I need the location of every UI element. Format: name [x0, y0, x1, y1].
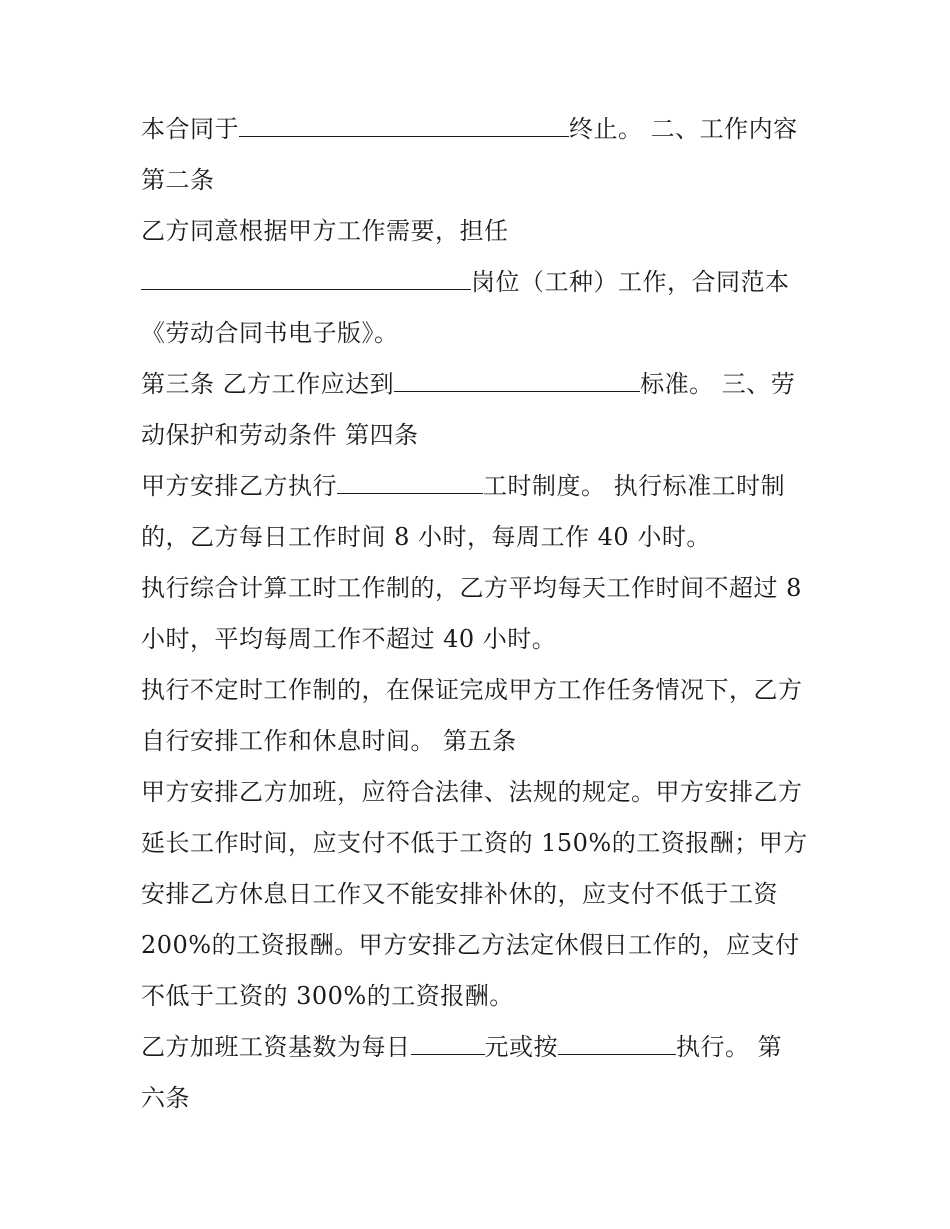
text-line-comprehensive-hours [141, 568, 802, 608]
text-line-section-3 [141, 415, 419, 455]
fill-blank-position[interactable] [141, 267, 471, 290]
line-text: 不低于工资的 300%的工资报酬。 [141, 982, 514, 1010]
text-line-standard-hours [141, 517, 711, 557]
line-text: 执行。 第 [676, 1033, 783, 1061]
line-text: 执行综合计算工时工作制的，乙方平均每天工作时间不超过 8 [141, 574, 802, 602]
line-text: 自行安排工作和休息时间。 第五条 [141, 727, 517, 755]
text-line-article-3 [141, 364, 795, 404]
fill-blank-end-date[interactable] [239, 114, 569, 137]
line-text: 执行不定时工作制的，在保证完成甲方工作任务情况下，乙方 [141, 676, 803, 704]
text-line-overtime-rest-day [141, 874, 778, 914]
line-text: 《劳动合同书电子版》。 [141, 319, 399, 347]
text-line-comprehensive-hours-cont [141, 619, 556, 659]
line-text: 元或按 [484, 1033, 558, 1061]
text-line-work-hours-system [141, 466, 785, 506]
text-line-position [141, 262, 790, 302]
line-text: 甲方安排乙方执行 [141, 472, 337, 500]
line-text: 第二条 [141, 166, 215, 194]
line-text: 六条 [141, 1084, 190, 1112]
line-text: 乙方加班工资基数为每日 [141, 1033, 411, 1061]
line-text: 动保护和劳动条件 第四条 [141, 421, 419, 449]
text-line-article-6 [141, 1078, 190, 1118]
text-line-overtime-150 [141, 823, 808, 863]
line-text: 乙方同意根据甲方工作需要，担任 [141, 217, 509, 245]
text-line-overtime-base [141, 1027, 782, 1067]
text-line-article-2 [141, 160, 215, 200]
fill-blank-hours-system[interactable] [337, 471, 483, 494]
text-line-contract-end [141, 109, 798, 149]
line-text: 岗位（工种）工作，合同范本 [471, 268, 790, 296]
line-text: 工时制度。 执行标准工时制 [483, 472, 786, 500]
line-text: 甲方安排乙方加班，应符合法律、法规的规定。甲方安排乙方 [141, 778, 803, 806]
line-text: 安排乙方休息日工作又不能安排补休的，应支付不低于工资 [141, 880, 778, 908]
line-text: 200%的工资报酬。甲方安排乙方法定休假日工作的，应支付 [141, 931, 800, 959]
line-text: 第三条 乙方工作应达到 [141, 370, 395, 398]
line-text: 本合同于 [141, 115, 239, 143]
line-text: 的，乙方每日工作时间 8 小时，每周工作 40 小时。 [141, 523, 711, 551]
text-line-template-title [141, 313, 399, 353]
line-text: 小时，平均每周工作不超过 40 小时。 [141, 625, 557, 653]
text-line-overtime [141, 772, 803, 812]
line-text: 终止。 二、工作内容 [569, 115, 798, 143]
text-line-article-5 [141, 721, 517, 761]
fill-blank-base-method[interactable] [558, 1032, 676, 1055]
line-text: 延长工作时间，应支付不低于工资的 150%的工资报酬；甲方 [141, 829, 808, 857]
fill-blank-daily-base[interactable] [411, 1032, 485, 1055]
text-line-agree-position [141, 211, 509, 251]
text-line-overtime-200 [141, 925, 800, 965]
text-line-overtime-300 [141, 976, 514, 1016]
line-text: 标准。 三、劳 [640, 370, 796, 398]
text-line-flexible-hours [141, 670, 803, 710]
fill-blank-standard[interactable] [394, 369, 640, 392]
